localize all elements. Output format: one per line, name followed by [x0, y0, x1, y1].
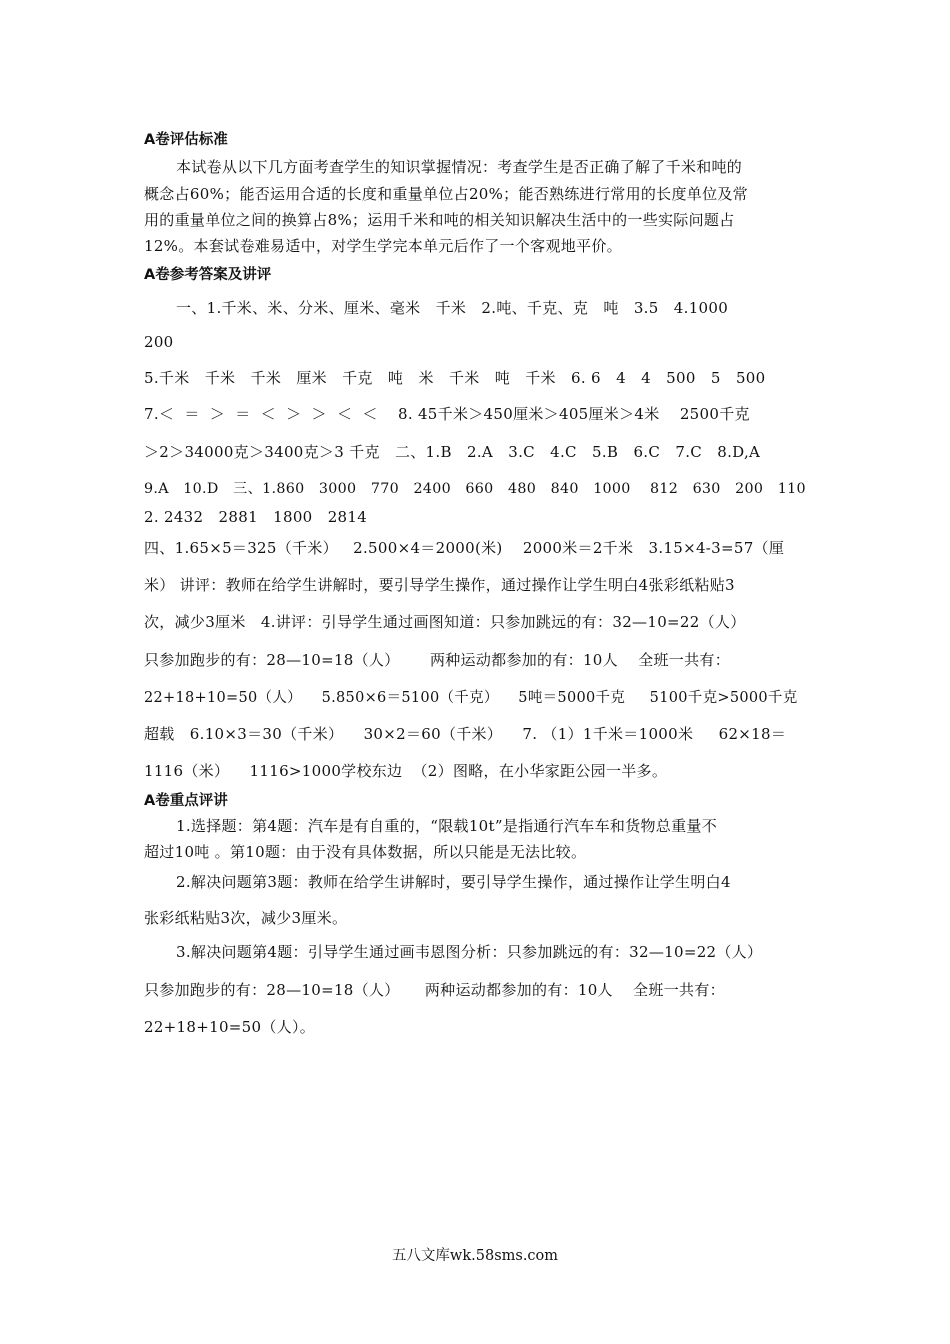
section-title-key-review: A卷重点评讲 — [144, 793, 228, 809]
section-title-answers: A卷参考答案及讲评 — [144, 267, 272, 283]
answer-line: 2. 2432 2881 1800 2814 — [144, 508, 368, 526]
paragraph-line: 本试卷从以下几方面考查学生的知识掌握情况：考查学生是否正确了解了千米和吨的 — [176, 158, 743, 176]
answer-line: 1116（米） 1116>1000学校东边 （2）图略，在小华家距公园一半多。 — [144, 762, 668, 780]
answer-line: 只参加跑步的有：28—10=18（人） 两种运动都参加的有：10人 全班一共有： — [144, 651, 730, 669]
answer-line: 22+18+10=50（人） 5.850×6＝5100（千克） 5吨＝5000千克 5100千克>5000千克 — [144, 690, 798, 706]
review-line: 2.解决问题第3题：教师在给学生讲解时，要引导学生操作，通过操作让学生明白4 — [176, 873, 731, 891]
answer-line: 9.A 10.D 三、1.860 3000 770 2400 660 480 840 1000 812 630 200 110 — [144, 481, 806, 497]
answer-line: 次，减少3厘米 4.讲评：引导学生通过画图知道：只参加跳远的有：32—10=22（人） — [144, 613, 746, 631]
paragraph-line: 12%。本套试卷难易适中，对学生学完本单元后作了一个客观地平价。 — [144, 237, 622, 255]
review-line: 3.解决问题第4题：引导学生通过画韦恩图分析：只参加跳远的有：32—10=22（人） — [176, 943, 763, 961]
footer-watermark-text: 五八文库wk.58sms.com — [391, 1248, 559, 1264]
paragraph-line: 用的重量单位之间的换算占8%；运用千米和吨的相关知识解决生活中的一些实际问题占 — [144, 211, 735, 229]
review-line: 1.选择题：第4题：汽车是有自重的，“限载10t”是指通行汽车车和货物总重量不 — [176, 817, 718, 835]
answer-line: 200 — [144, 333, 174, 351]
answer-line: 米） 讲评：教师在给学生讲解时，要引导学生操作，通过操作让学生明白4张彩纸粘贴3 — [144, 576, 735, 594]
paragraph-line: 概念占60%；能否运用合适的长度和重量单位占20%；能否熟练进行常用的长度单位及常 — [144, 185, 748, 203]
answer-line: 超载 6.10×3＝30（千米） 30×2＝60（千米） 7. （1）1千米＝1000米 62×18＝ — [144, 725, 787, 743]
review-line: 只参加跑步的有：28—10=18（人） 两种运动都参加的有：10人 全班一共有： — [144, 981, 725, 999]
review-line: 22+18+10=50（人）。 — [144, 1018, 316, 1036]
section-title-evaluation-standard: A卷评估标准 — [144, 132, 228, 148]
answer-line: 四、1.65×5＝325（千米） 2.500×4＝2000(米) 2000米＝2千米 3.15×4-3=57（厘 — [144, 539, 785, 557]
review-line: 张彩纸粘贴3次，减少3厘米。 — [144, 909, 348, 927]
answer-line: 5.千米 千米 千米 厘米 千克 吨 米 千米 吨 千米 6. 6 4 4 500 5 500 — [144, 369, 766, 387]
review-line: 超过10吨 。第10题：由于没有具体数据，所以只能是无法比较。 — [144, 843, 587, 861]
answer-line: 一、1.千米、米、分米、厘米、毫米 千米 2.吨、千克、克 吨 3.5 4.1000 — [176, 299, 729, 317]
answer-line: 7.＜ ＝ ＞ ＝ ＜ ＞ ＞ ＜ ＜ 8. 45千米＞450厘米＞405厘米＞4米 2500千克 — [144, 405, 750, 423]
answer-line: ＞2＞34000克＞3400克＞3 千克 二、1.B 2.A 3.C 4.C 5.B 6.C 7.C 8.D,A — [144, 443, 761, 461]
